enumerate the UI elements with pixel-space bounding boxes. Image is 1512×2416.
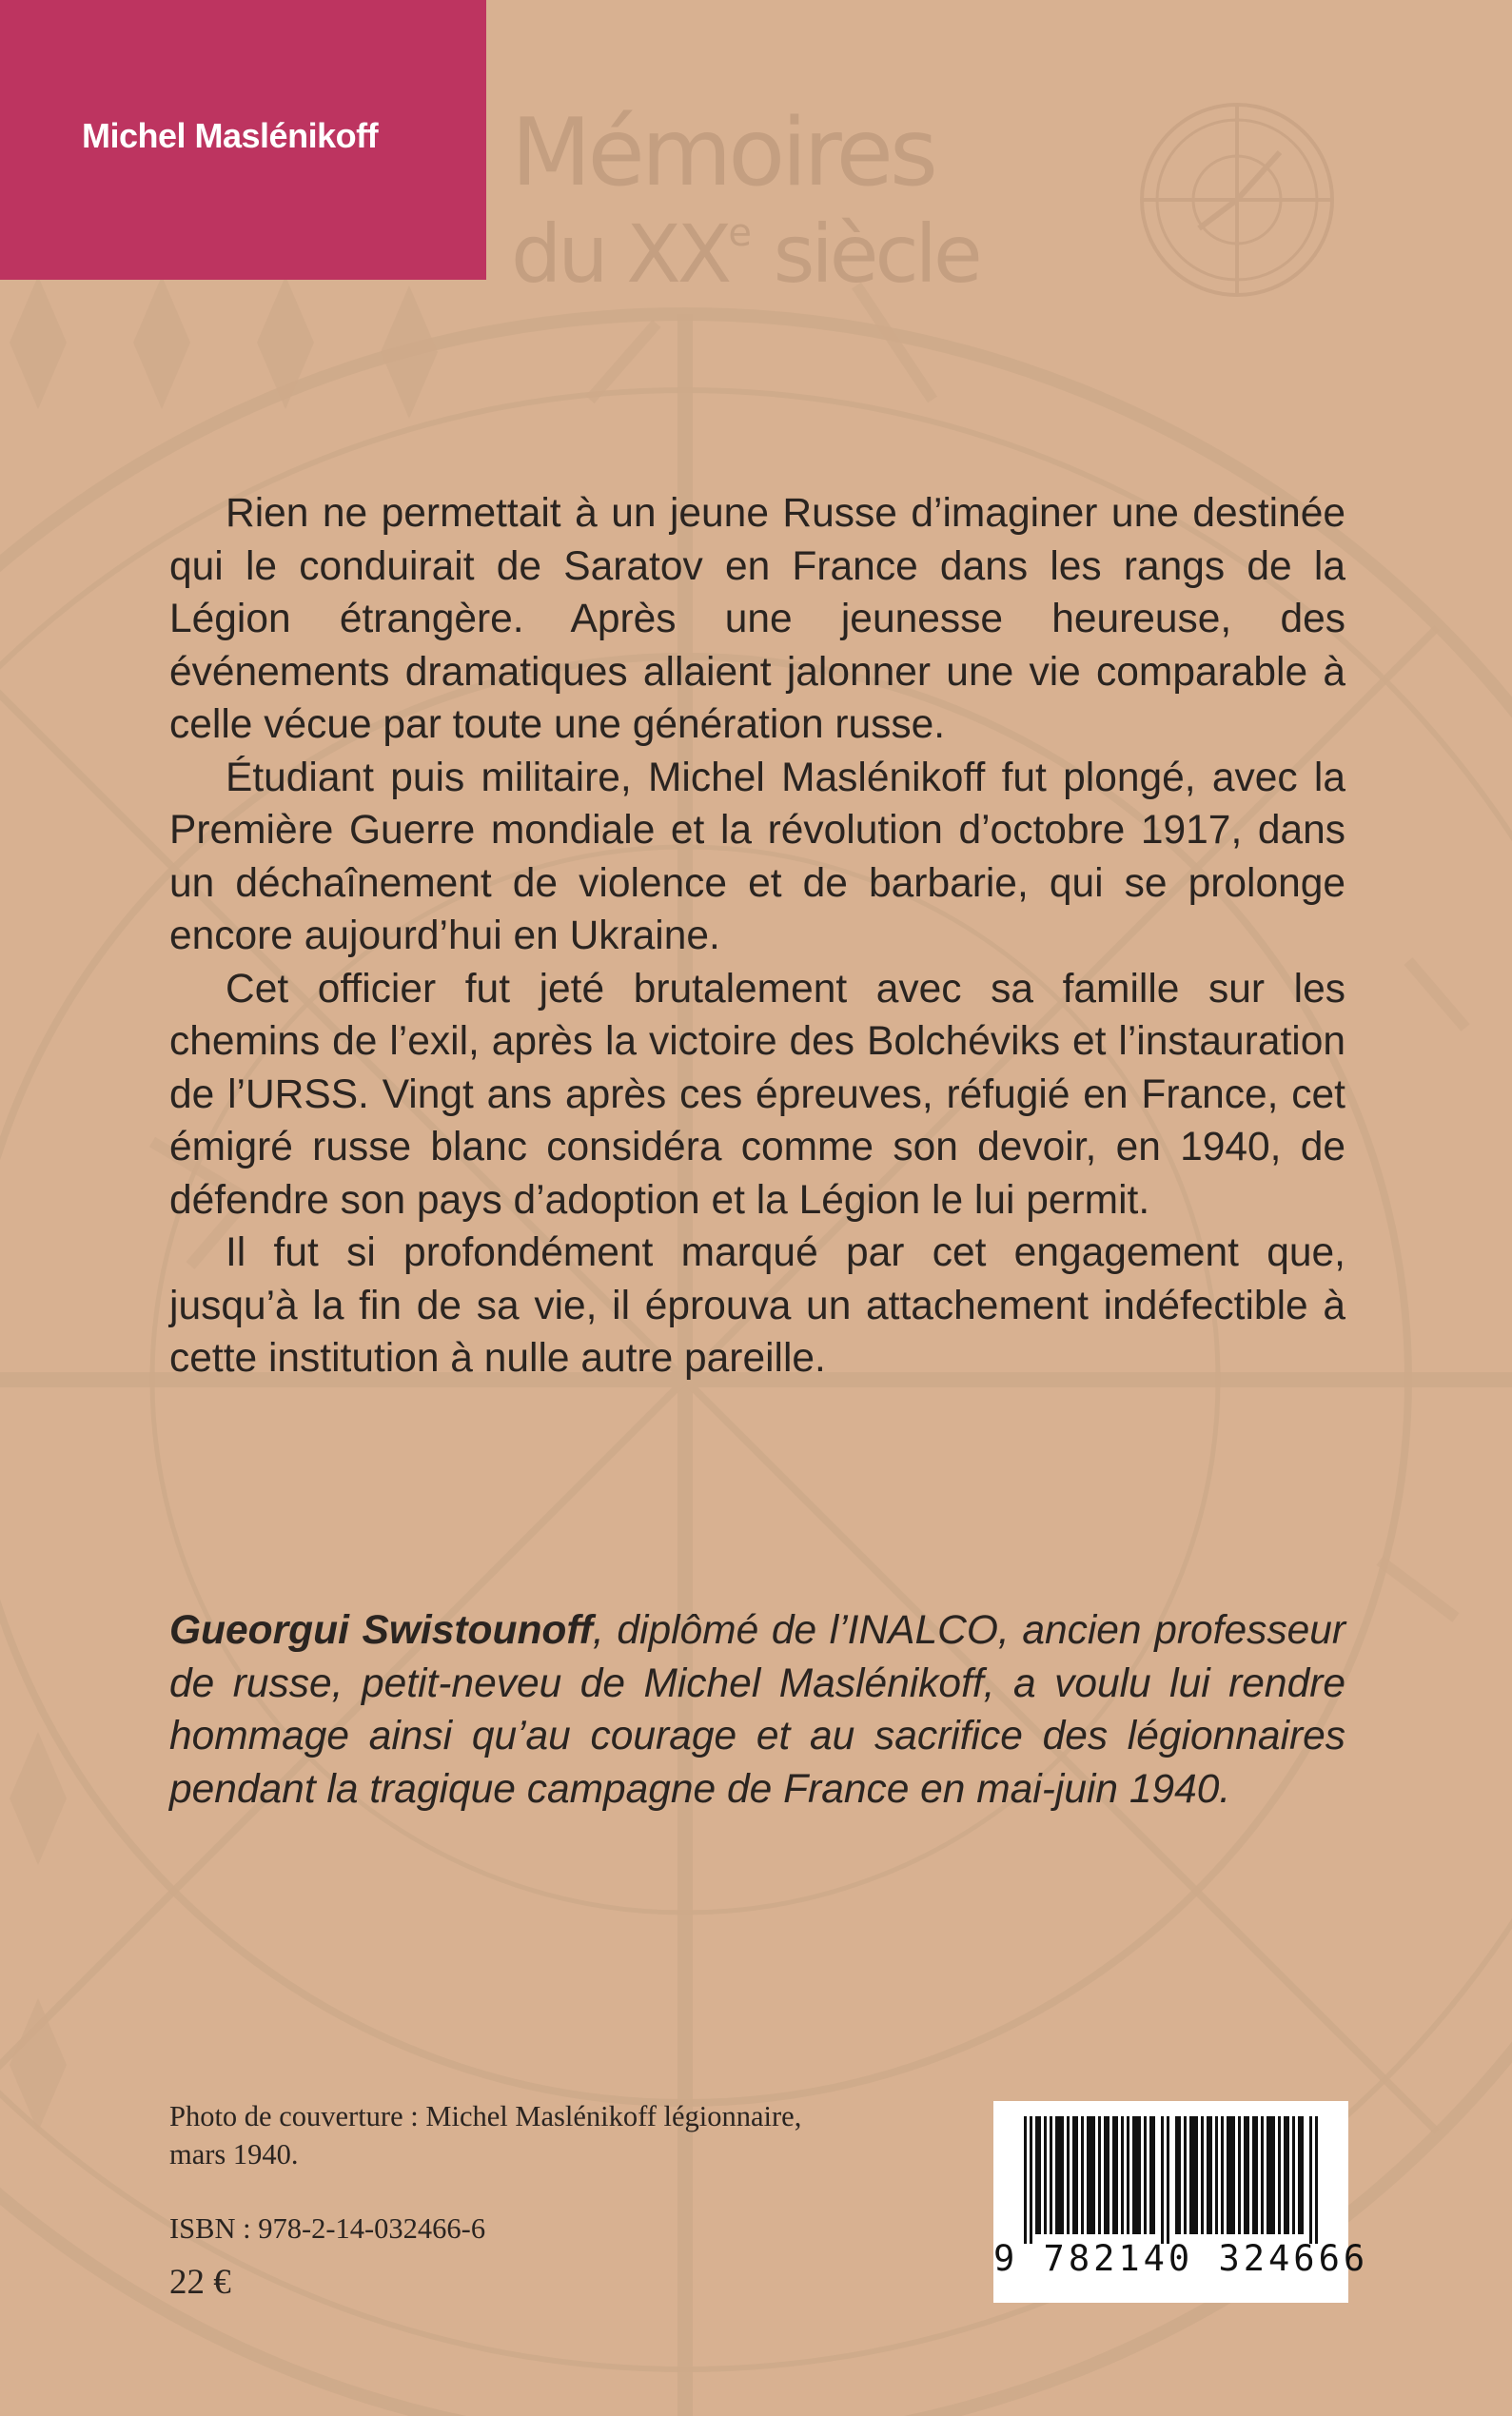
author-name: Michel Maslénikoff [82, 116, 379, 155]
series-title-line1: Mémoires [511, 99, 934, 207]
barcode-icon [1024, 2116, 1318, 2244]
bio-text: , diplômé de l’INALCO, ancien professeur de russe, petit-neveu de Michel Maslénikoff, a voulu lui rendre hommage ainsi qu’au courage et au sacrifice des légionnaires pendant la tragique campagne de France en mai-juin 1940. [169, 1608, 1346, 1812]
blurb [169, 487, 1345, 1385]
blurb-paragraph-3: Cet officier fut jeté brutalement avec sa famille sur les chemins de l’exil, après la victoire des Bolchéviks et l’instauration de l’URSS. Vingt ans après ces épreuves, réfugié en France, cet émigré russe blanc considéra comme son devoir, en 1940, de défendre son pays d’adoption et la Légion le lui permit. [169, 966, 1345, 1223]
blurb-paragraph-1: Rien ne permettait à un jeune Russe d’imaginer une destinée qui le conduirait de Saratov en France dans les rangs de la Légion étrangère. Après une jeunesse heureuse, des événements dramatiques allaient jalonner une vie comparable à celle vécue par toute une génération russe. [169, 491, 1345, 747]
series-title-superscript: e [728, 211, 752, 255]
author-banner [0, 0, 486, 280]
blurb-paragraph-2: Étudiant puis militaire, Michel Maslénikoff fut plongé, avec la Première Guerre mondiale et la révolution d’octobre 1917, dans un déchaînement de violence et de barbarie, qui se prolonge encore aujourd’hui en Ukraine. [169, 755, 1345, 958]
author-bio-paragraph [169, 1604, 1345, 1816]
blurb-paragraph-4: Il fut si profondément marqué par cet engagement que, jusqu’à la fin de sa vie, il éprouva un attachement indéfectible à cette institution à nulle autre pareille. [169, 1230, 1345, 1381]
series-title-prefix: du XX [511, 207, 729, 301]
series-title-suffix: siècle [751, 207, 979, 301]
photo-credit: Photo de couverture : Michel Maslénikoff légionnaire, mars 1940. [169, 2100, 802, 2170]
price: 22 € [169, 2263, 231, 2302]
author-bio [169, 1604, 1345, 1816]
barcode [993, 2101, 1369, 2303]
barcode-digits: 9 782140 324666 [993, 2238, 1369, 2279]
isbn: ISBN : 978-2-14-032466-6 [169, 2212, 486, 2245]
bio-name: Gueorgui Swistounoff [169, 1608, 593, 1653]
series-title-line2 [511, 207, 979, 301]
